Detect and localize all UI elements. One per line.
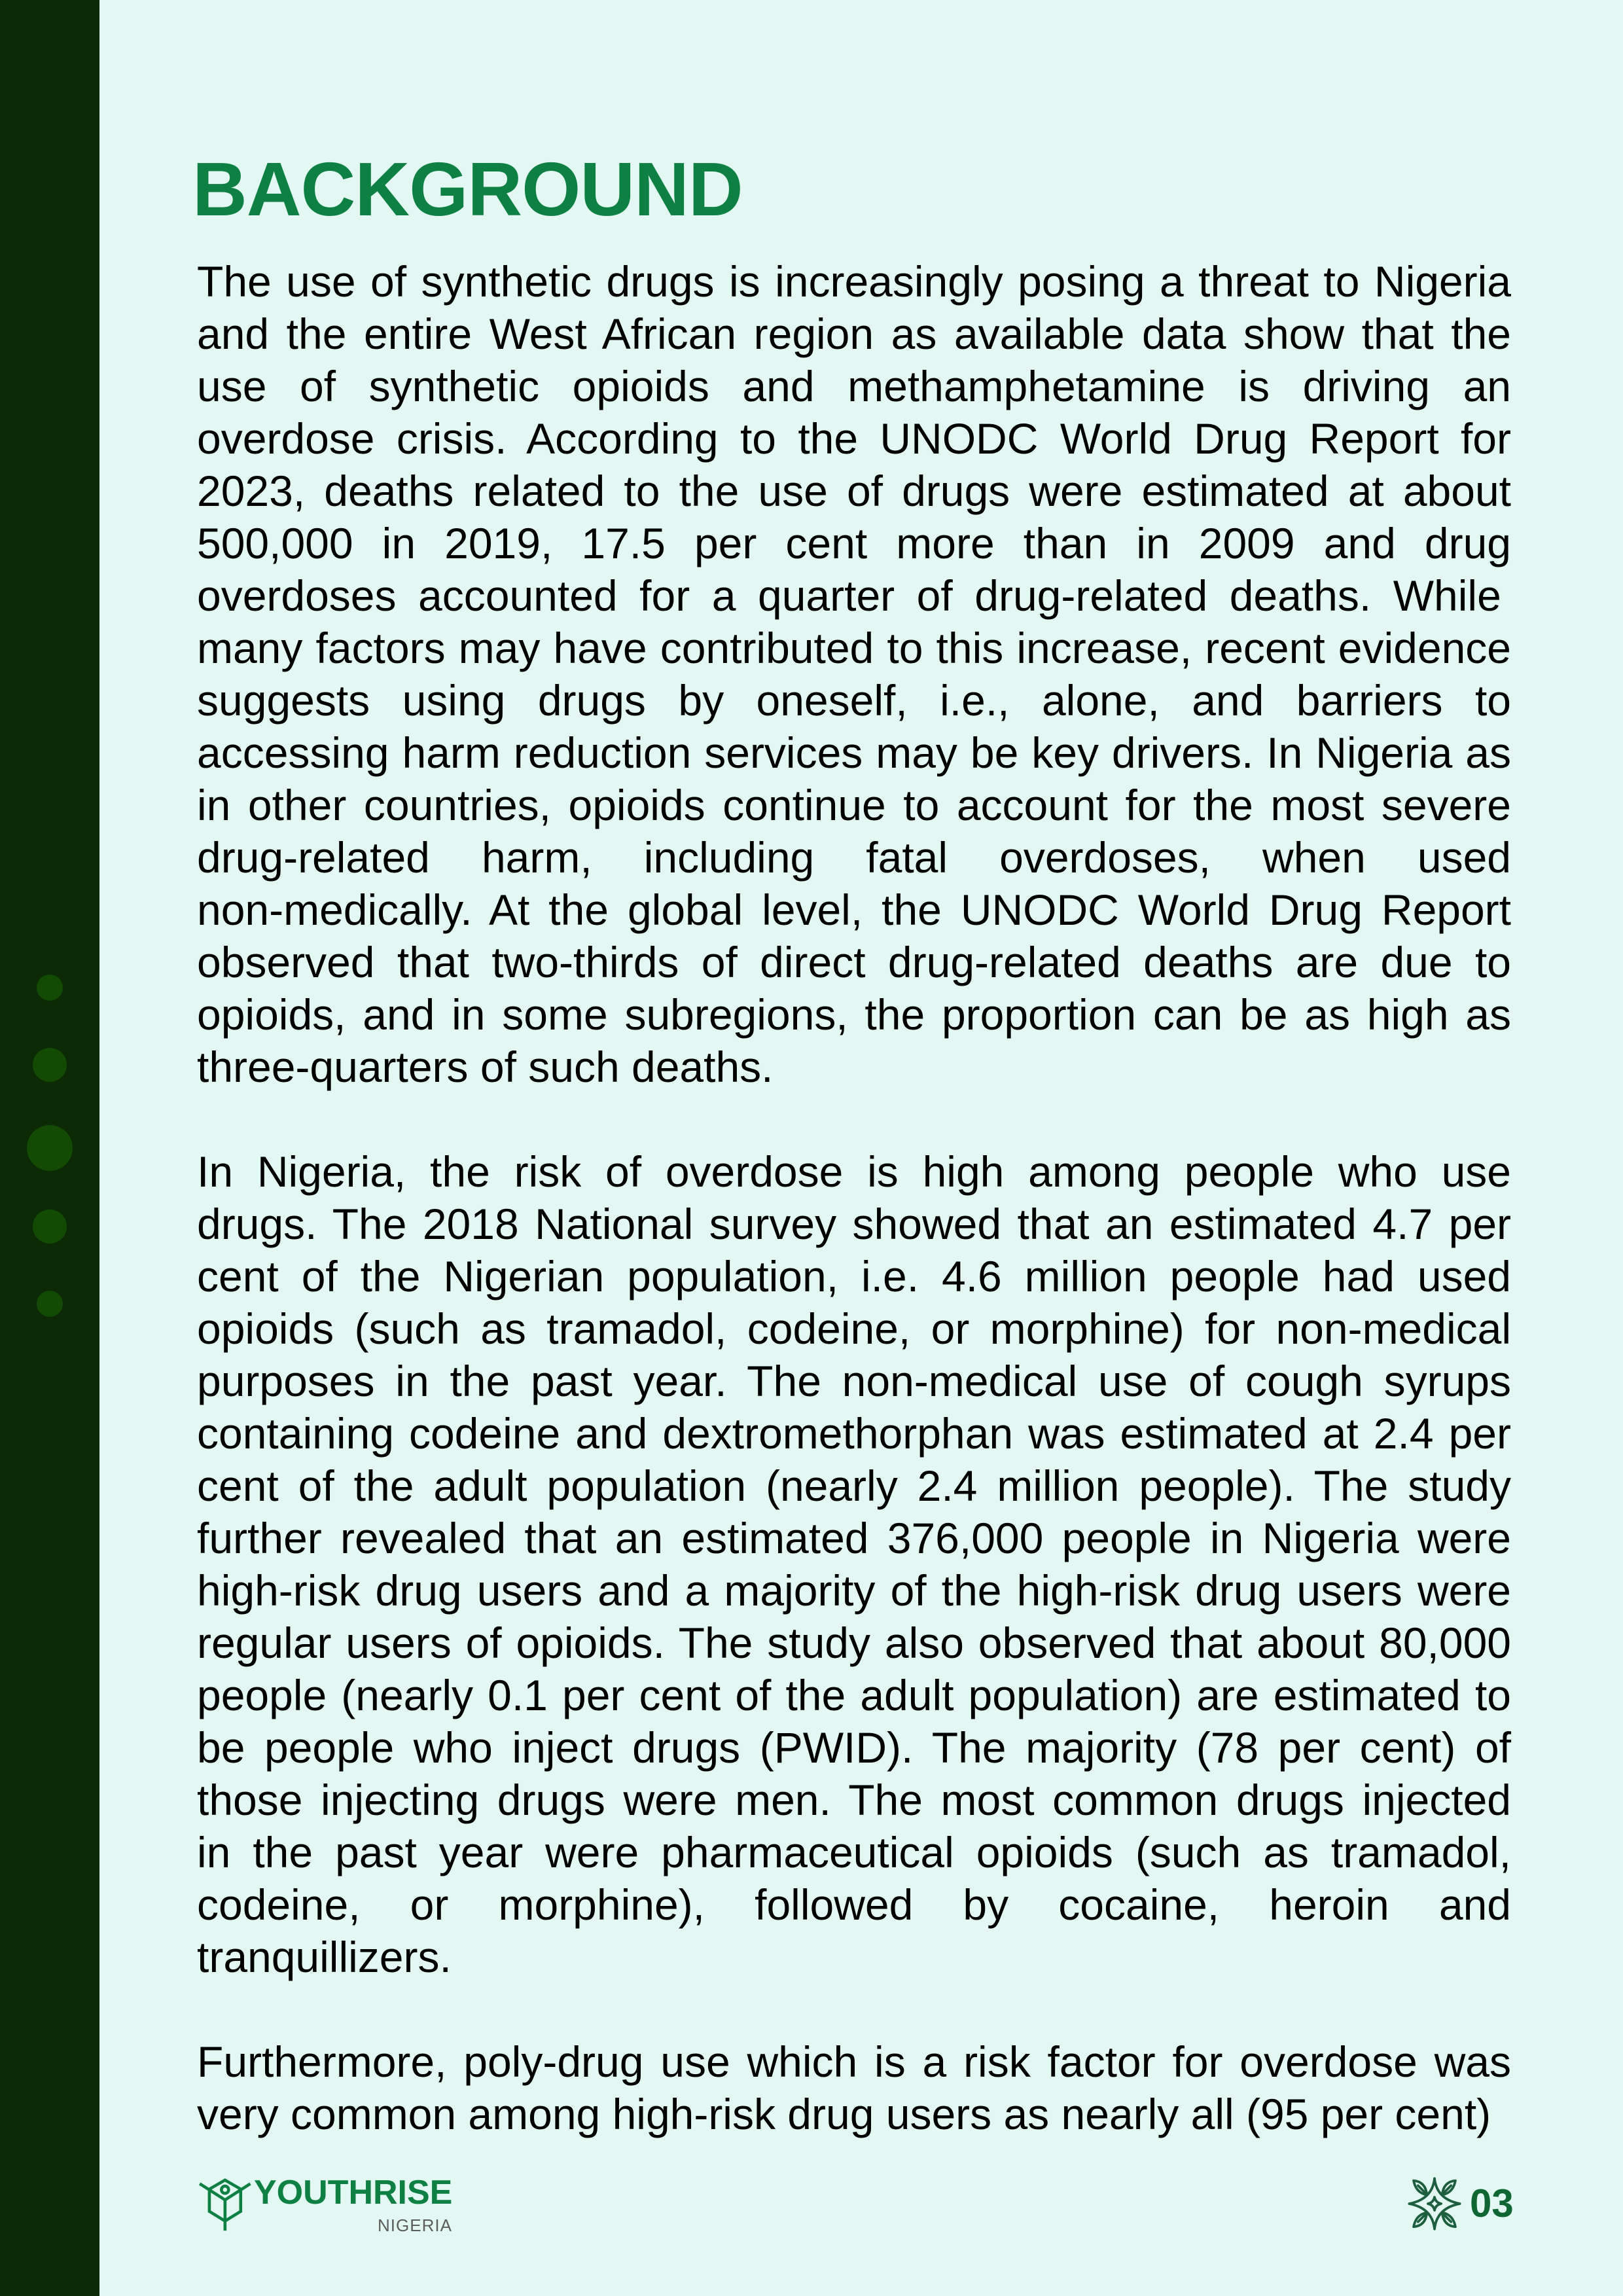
text-line: cent of the Nigerian population, i.e. 4.6 million people had used (197, 1252, 1511, 1300)
text-line: in the past year were pharmaceutical opioids (such as tramadol, (197, 1828, 1511, 1876)
text-line: high-risk drug users and a majority of the high-risk drug users were (197, 1566, 1511, 1615)
text-line: In Nigeria, the risk of overdose is high among people who use (197, 1147, 1511, 1196)
text-line: purposes in the past year. The non-medical use of cough syrups (197, 1357, 1511, 1405)
text-line: many factors may have contributed to this increase, recent evidence (197, 624, 1511, 672)
text-line: 2023, deaths related to the use of drugs were estimated at about (197, 467, 1511, 515)
text-line: be people who inject drugs (PWID). The majority (78 per cent) of (197, 1723, 1511, 1772)
text-line: 500,000 in 2019, 17.5 per cent more than in 2009 and drug (197, 519, 1511, 567)
text-line: overdoses accounted for a quarter of drug-related deaths. While (197, 571, 1501, 620)
text-line: very common among high-risk drug users as nearly all (95 per cent) (197, 2090, 1491, 2138)
decorative-dot (37, 975, 63, 1001)
text-line: those injecting drugs were men. The most common drugs injected (197, 1776, 1511, 1824)
page-number-block (1407, 2176, 1525, 2231)
text-line: codeine, or morphine), followed by cocaine, heroin and (197, 1880, 1511, 1929)
decorative-dot (33, 1048, 67, 1082)
logo-wordmark: YOUTHRISE (254, 2174, 453, 2212)
text-line: three-quarters of such deaths. (197, 1043, 774, 1091)
text-line: drugs. The 2018 National survey showed that an estimated 4.7 per (197, 1200, 1511, 1248)
text-line: in other countries, opioids continue to account for the most severe (197, 781, 1511, 829)
text-line: non-medically. At the global level, the UNODC World Drug Report (197, 886, 1511, 934)
text-line: The use of synthetic drugs is increasingly posing a threat to Nigeria (197, 257, 1511, 306)
text-line: people (nearly 0.1 per cent of the adult population) are estimated to (197, 1671, 1511, 1719)
text-line: observed that two-thirds of direct drug-related deaths are due to (197, 938, 1511, 986)
page-title: BACKGROUND (192, 147, 743, 232)
paragraph (197, 1145, 1511, 1983)
leaf-star-ornament-icon (1407, 2176, 1462, 2231)
text-line: overdose crisis. According to the UNODC World Drug Report for (197, 414, 1511, 463)
text-line: containing codeine and dextromethorphan was estimated at 2.4 per (197, 1409, 1511, 1458)
text-line: drug-related harm, including fatal overdoses, when used (197, 833, 1511, 882)
body-text (197, 255, 1511, 2140)
page-number: 03 (1470, 2181, 1514, 2225)
text-line: further revealed that an estimated 376,000 people in Nigeria were (197, 1514, 1511, 1562)
decorative-dot (33, 1210, 67, 1244)
logo-subtitle: NIGERIA (378, 2215, 452, 2235)
youthrise-logo (194, 2172, 469, 2237)
cube-person-icon (194, 2172, 254, 2232)
decorative-dot (27, 1125, 73, 1171)
text-line: suggests using drugs by oneself, i.e., alone, and barriers to (197, 676, 1511, 725)
text-line: and the entire West African region as available data show that the (197, 310, 1511, 358)
text-line: accessing harm reduction services may be key drivers. In Nigeria as (197, 728, 1511, 777)
text-line: opioids (such as tramadol, codeine, or morphine) for non-medical (197, 1304, 1511, 1353)
text-line: opioids, and in some subregions, the proportion can be as high as (197, 990, 1511, 1039)
paragraph (197, 255, 1511, 1093)
text-line: cent of the adult population (nearly 2.4 million people). The study (197, 1462, 1511, 1510)
sidebar-band (0, 0, 99, 2296)
text-line: use of synthetic opioids and methamphetamine is driving an (197, 362, 1511, 410)
text-line: Furthermore, poly-drug use which is a risk factor for overdose was (197, 2037, 1511, 2086)
text-line: tranquillizers. (197, 1933, 452, 1981)
paragraph (197, 2036, 1511, 2140)
decorative-dot (37, 1291, 63, 1317)
text-line: regular users of opioids. The study also observed that about 80,000 (197, 1619, 1511, 1667)
